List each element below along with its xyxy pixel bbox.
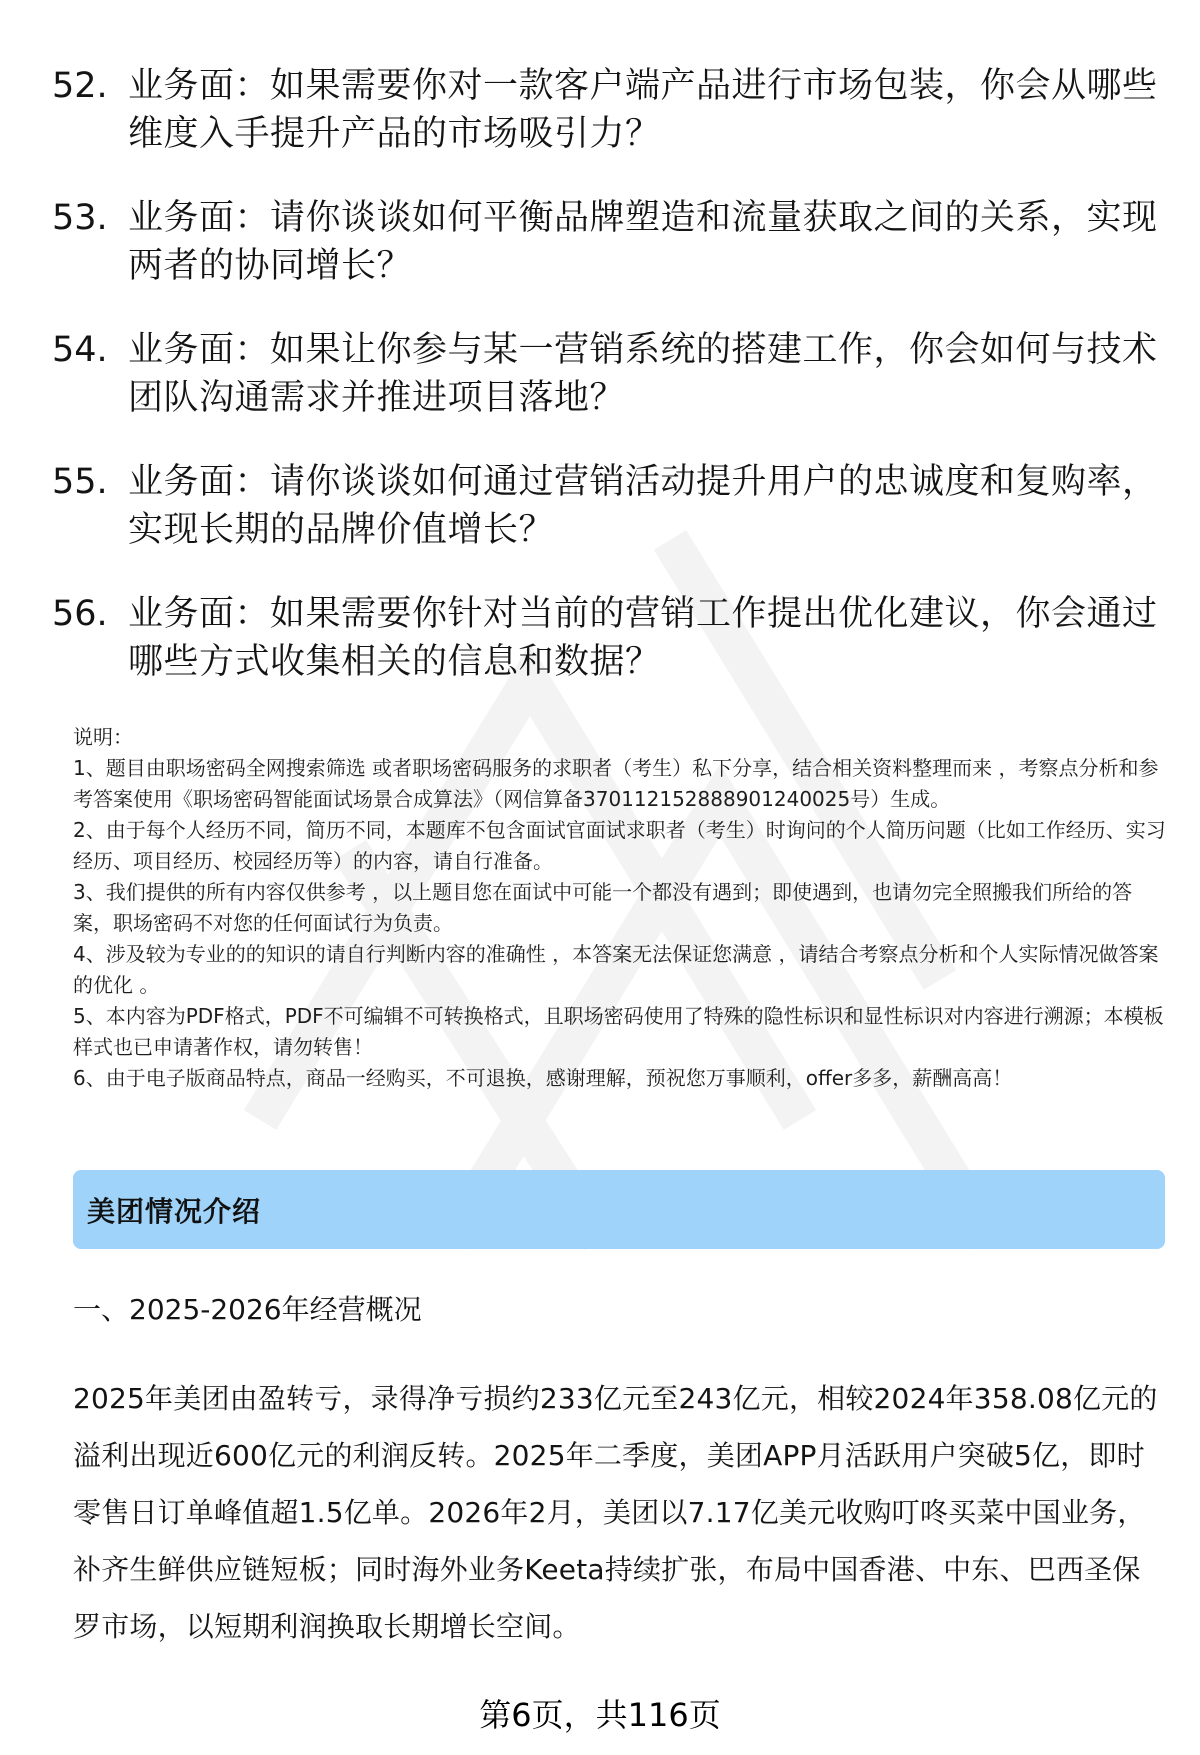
- section-banner: [73, 1170, 1165, 1249]
- question-item: [52, 62, 1162, 158]
- question-text: 业务面：如果让你参与某一营销系统的搭建工作，你会如何与技术团队沟通需求并推进项目落地？: [128, 330, 1158, 418]
- question-number: 56.: [52, 594, 108, 634]
- question-number: 52.: [52, 66, 108, 106]
- question-text: 业务面：请你谈谈如何平衡品牌塑造和流量获取之间的关系，实现两者的协同增长？: [128, 198, 1158, 286]
- section-subheading: 一、2025-2026年经营概况: [73, 1293, 422, 1326]
- question-number: 53.: [52, 198, 108, 238]
- note-item: 4、涉及较为专业的的知识的请自行判断内容的准确性 ，本答案无法保证您满意 ，请结合考察点分析和个人实际情况做答案的优化 。: [73, 942, 1159, 997]
- section-title: 美团情况介绍: [87, 1194, 262, 1228]
- question-text: 业务面：如果需要你对一款客户端产品进行市场包装，你会从哪些维度入手提升产品的市场吸引力？: [128, 66, 1158, 154]
- page-indicator: 第6页，共116页: [479, 1696, 721, 1734]
- section-paragraph: 2025年美团由盈转亏，录得净亏损约233亿元至243亿元，相较2024年358.08亿元的溢利出现近600亿元的利润反转。2025年二季度，美团APP月活跃用户突破5亿，即时零售日订单峰值超1.5亿单。2026年2月，美团以7.17亿美元收购叮咚买菜中国业务，补齐生鲜供应链短板；同时海外业务Keeta持续扩张，布局中国香港、中东、巴西圣保罗市场，以短期利润换取长期增长空间。: [73, 1382, 1158, 1643]
- question-item: [52, 458, 1162, 554]
- question-item: [52, 326, 1162, 422]
- question-number: 54.: [52, 330, 108, 370]
- note-item: 1、题目由职场密码全网搜索筛选 或者职场密码服务的求职者（考生）私下分享，结合相关资料整理而来 ，考察点分析和参考答案使用《职场密码智能面试场景合成算法》（网信算备370112152888901240025号）生成。: [73, 756, 1159, 811]
- note-item: 6、由于电子版商品特点，商品一经购买，不可退换，感谢理解，预祝您万事顺利，offer多多，薪酬高高！: [73, 1066, 1013, 1090]
- note-item: 2、由于每个人经历不同，简历不同，本题库不包含面试官面试求职者（考生）时询问的个人简历问题（比如工作经历、实习经历、项目经历、校园经历等）的内容，请自行准备。: [73, 818, 1166, 873]
- question-item: [52, 194, 1162, 290]
- question-text: 业务面：如果需要你针对当前的营销工作提出优化建议，你会通过哪些方式收集相关的信息和数据？: [128, 594, 1158, 682]
- notes-title: 说明：: [73, 725, 133, 749]
- disclaimer-notes: [73, 722, 1168, 1094]
- note-item: 5、本内容为PDF格式，PDF不可编辑不可转换格式，且职场密码使用了特殊的隐性标识和显性标识对内容进行溯源；本模板样式也已申请著作权，请勿转售！: [73, 1004, 1164, 1059]
- question-list: [52, 62, 1162, 722]
- note-item: 3、我们提供的所有内容仅供参考 ，以上题目您在面试中可能一个都没有遇到；即使遇到，也请勿完全照搬我们所给的答案，职场密码不对您的任何面试行为负责。: [73, 880, 1133, 935]
- question-text: 业务面：请你谈谈如何通过营销活动提升用户的忠诚度和复购率，实现长期的品牌价值增长？: [128, 462, 1158, 550]
- question-number: 55.: [52, 462, 108, 502]
- question-item: [52, 590, 1162, 686]
